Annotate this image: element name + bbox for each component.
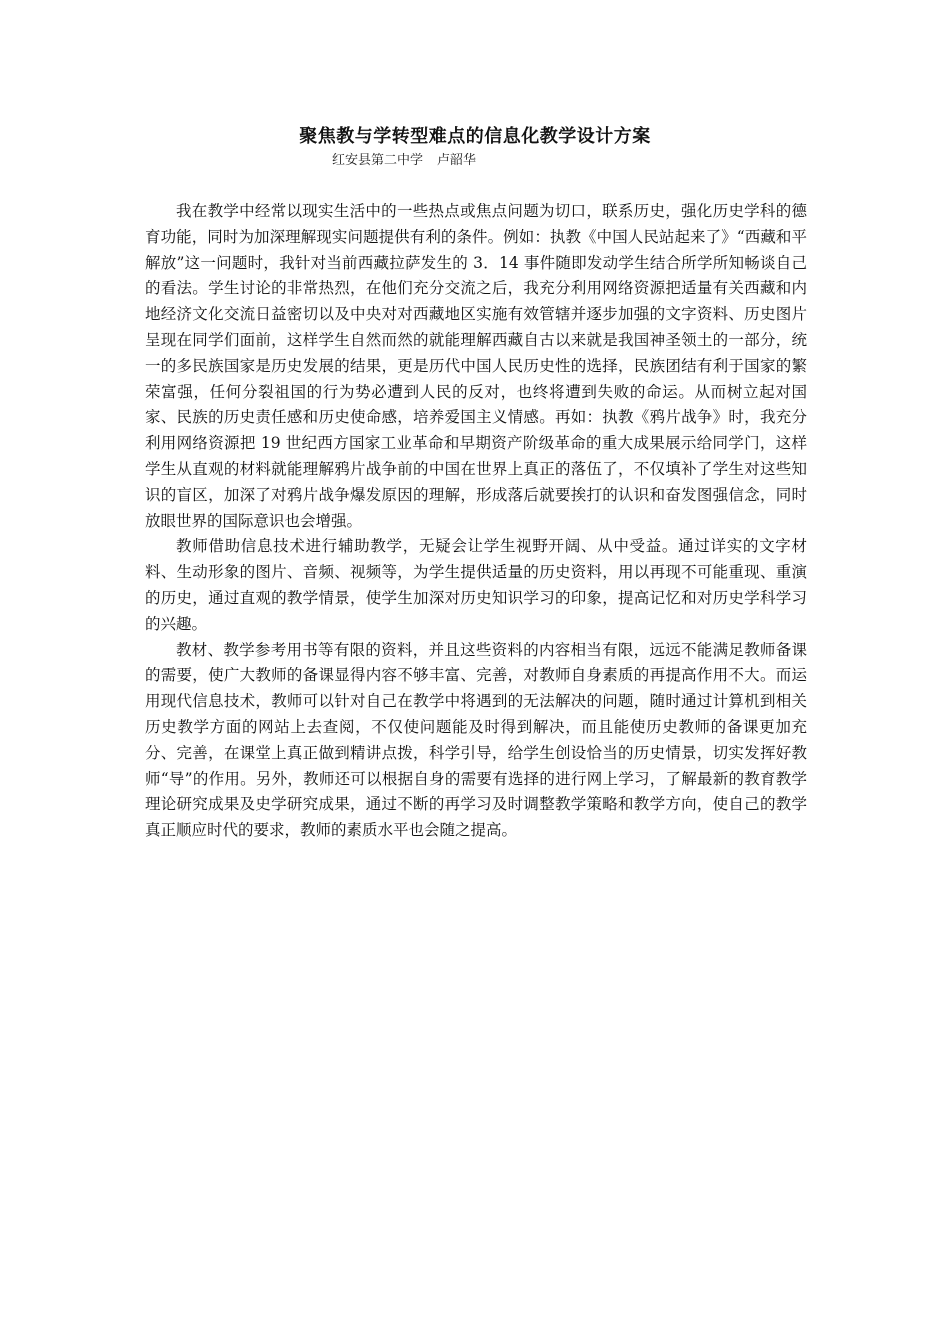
- paragraph: 我在教学中经常以现实生活中的一些热点或焦点问题为切口，联系历史，强化历史学科的德育功能，同时为加深理解现实问题提供有利的条件。例如：执教《中国人民站起来了》“西藏和平解放”这一问题时，我针对当前西藏拉萨发生的 3．14 事件随即发动学生结合所学所知畅谈自己的看法。学生讨论的非常热烈，在他们充分交流之后，我充分利用网络资源把适量有关西藏和内地经济文化交流日益密切以及中央对对西藏地区实施有效管辖并逐步加强的文字资料、历史图片呈现在同学们面前，这样学生自然而然的就能理解西藏自古以来就是我国神圣领土的一部分，统一的多民族国家是历史发展的结果，更是历代中国人民历史性的选择，民族团结有利于国家的繁荣富强，任何分裂祖国的行为势必遭到人民的反对，也终将遭到失败的命运。从而树立起对国家、民族的历史责任感和历史使命感，培养爱国主义情感。再如：执教《鸦片战争》时，我充分利用网络资源把 19 世纪西方国家工业革命和早期资产阶级革命的重大成果展示给同学门，这样学生从直观的材料就能理解鸦片战争前的中国在世界上真正的落伍了，不仅填补了学生对这些知识的盲区，加深了对鸦片战争爆发原因的理解，形成落后就要挨打的认识和奋发图强信念，同时放眼世界的国际意识也会增强。: [145, 202, 807, 530]
- document-title: 聚焦教与学转型难点的信息化教学设计方案: [299, 126, 651, 147]
- author-name: 卢韶华: [437, 153, 477, 168]
- paragraph: 教材、教学参考用书等有限的资料，并且这些资料的内容相当有限，远远不能满足教师备课的需要，使广大教师的备课显得内容不够丰富、完善，对教师自身素质的再提高作用不大。而运用现代信息技术，教师可以针对自己在教学中将遇到的无法解决的问题，随时通过计算机到相关历史教学方面的网站上去查阅，不仅使问题能及时得到解决，而且能使历史教师的备课更加充分、完善，在课堂上真正做到精讲点拨，科学引导，给学生创设恰当的历史情景，切实发挥好教师“导”的作用。另外，教师还可以根据自身的需要有选择的进行网上学习，了解最新的教育教学理论研究成果及史学研究成果，通过不断的再学习及时调整教学策略和教学方向，使自己的教学真正顺应时代的要求，教师的素质水平也会随之提高。: [145, 640, 807, 840]
- byline: [332, 152, 476, 170]
- paragraph: 教师借助信息技术进行辅助教学，无疑会让学生视野开阔、从中受益。通过详实的文字材料、生动形象的图片、音频、视频等，为学生提供适量的历史资料，用以再现不可能重现、重演的历史，通过直观的教学情景，使学生加深对历史知识学习的印象，提高记忆和对历史学科学习的兴趣。: [145, 537, 807, 633]
- document-body: [145, 199, 807, 844]
- school-name: 红安县第二中学: [332, 153, 424, 168]
